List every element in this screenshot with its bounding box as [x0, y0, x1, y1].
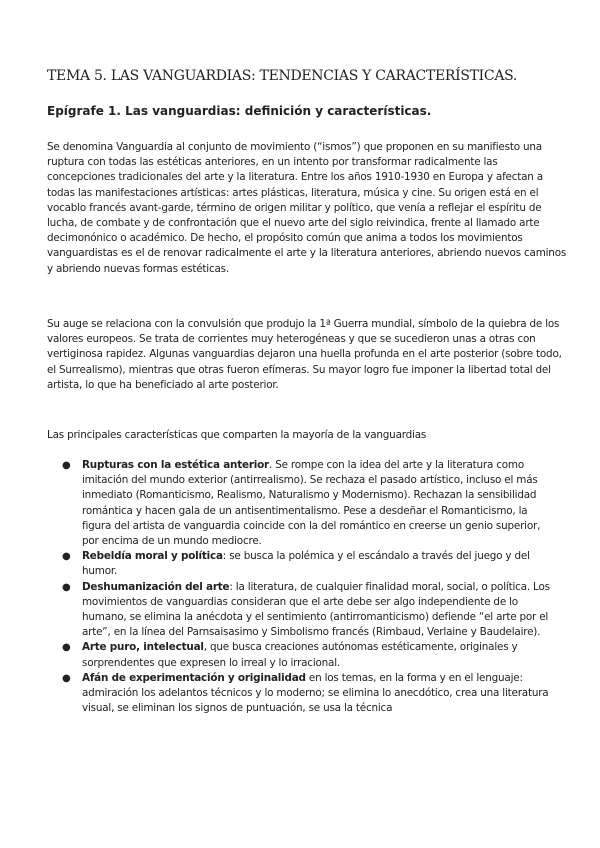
- list-item: [62, 580, 550, 641]
- bullet-icon: ●: [62, 460, 71, 471]
- list-item-lead: Rupturas con la estética anterior: [82, 459, 269, 471]
- list-item: [62, 549, 550, 579]
- list-item: [62, 671, 550, 717]
- paragraph-context: Su auge se relaciona con la convulsión que produjo la 1ª Guerra mundial, símbolo de la quiebra de los valores europeos. Se trata de corrientes muy heterogéneas y que se sucedieron unas a otras con vertiginosa rapidez. Algunas vanguardias dejaron una huella profunda en el arte posterior (sobre todo, el Surrealismo), mientras que otras fueron efímeras. Su mayor logro fue imponer la libertad total del artista, lo que ha beneficiado al arte posterior.: [47, 318, 562, 391]
- section-heading: Epígrafe 1. Las vanguardias: definición y características.: [47, 104, 432, 118]
- bullet-icon: ●: [62, 581, 71, 593]
- bullet-icon: ●: [62, 672, 71, 684]
- list-item-text: , que busca creaciones autónomas estéticamente, originales y sorprendentes que expresen lo irreal y lo irracional.: [82, 641, 518, 669]
- list-item-lead: Rebeldía moral y política: [82, 550, 223, 563]
- list-item-text: . Se rompe con la idea del arte y la literatura como imitación del mundo exterior (antirrealismo). Se rechaza el pasado artístico, incluso el más inmediato (Romanticismo, Realismo, Naturalismo y Modernismo). Rechazan la sensibilidad romántica y hacen gala de un antisentimentalismo. Pese a desdeñar el Romanticismo, la figura del artista de vanguardia coincide con la del romántico en creerse un genio superior, por encima de un mundo mediocre.: [82, 459, 541, 548]
- list-item-text: : se busca la polémica y el escándalo a través del juego y del humor.: [82, 550, 530, 578]
- bullet-icon: ●: [62, 551, 71, 563]
- list-item: [62, 458, 550, 549]
- list-item-lead: Deshumanización del arte: [82, 580, 230, 593]
- list-item-text: : la literatura, de cualquier finalidad moral, social, o política. Los movimientos de vanguardias consideran que el arte debe ser algo independiente de lo humano, se elimina la anécdota y el sentimiento (antirromanticismo) defiende “el arte por el arte”, en la línea del Parnsaisasimo y Simbolismo francés (Rimbaud, Verlaine y Baudelaire).: [82, 580, 550, 639]
- bullet-icon: ●: [62, 642, 71, 654]
- document-title: TEMA 5. LAS VANGUARDIAS: TENDENCIAS Y CARACTERÍSTICAS.: [47, 68, 518, 84]
- list-item-text: en los temas, en la forma y en el lenguaje: admiración los adelantos técnicos y lo moderno; se elimina lo anecdótico, crea una literatura visual, se eliminan los signos de puntuación, se usa la técnica: [82, 671, 549, 715]
- paragraph-characteristics-intro: Las principales características que comparten la mayoría de la vanguardias: [47, 429, 427, 441]
- paragraph-definition: Se denomina Vanguardia al conjunto de movimiento (“ismos”) que proponen en su manifiesto una ruptura con todas las estéticas anteriores, en un intento por transformar radicalmente las concepciones tradicionales del arte y la literatura. Entre los años 1910-1930 en Europa y afectan a todas las manifestaciones artísticas: artes plásticas, literatura, música y cine. Su origen está en el vocablo francés avant-garde, término de origen militar y político, que venía a reflejar el espíritu de lucha, de combate y de confrontación que el nuevo arte del siglo reivindica, frente al llamado arte decimonónico o académico. De hecho, el propósito común que anima a todos los movimientos vanguardistas es el de renovar radicalmente el arte y la literatura anteriores, abriendo nuevos caminos y abriendo nuevas formas estéticas.: [47, 141, 567, 275]
- list-item-lead: Arte puro, intelectual: [82, 641, 204, 654]
- characteristics-list: [64, 458, 550, 716]
- list-item: [62, 640, 550, 670]
- list-item-lead: Afán de experimentación y originalidad: [82, 671, 306, 684]
